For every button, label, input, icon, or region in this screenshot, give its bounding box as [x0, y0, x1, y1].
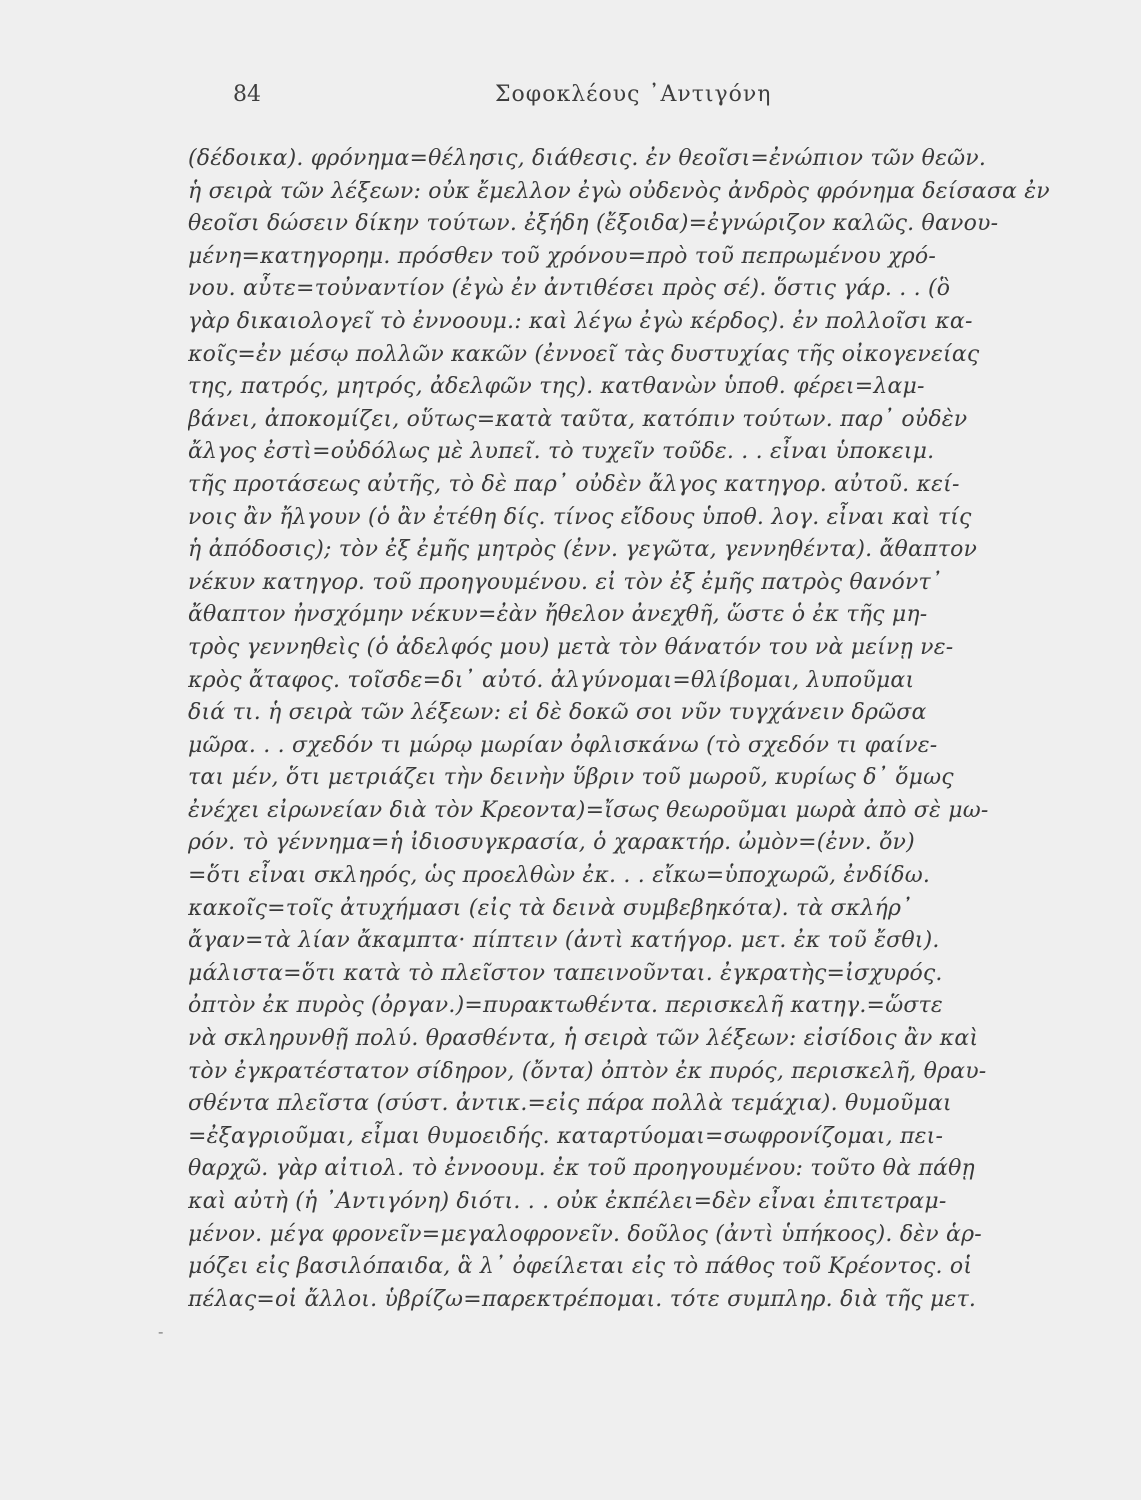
- text-line: ἄλγος ἐστὶ=οὐδόλως μὲ λυπεῖ. τὸ τυχεῖν τοῦδε. . . εἶναι ὑποκειμ.: [188, 439, 935, 465]
- text-line: σθέντα πλεῖστα (σύστ. ἀντικ.=εἰς πάρα πολλὰ τεμάχια). θυμοῦμαι: [188, 1091, 952, 1117]
- commentary-text: [188, 143, 1103, 1316]
- text-line: της, πατρός, μητρός, ἀδελφῶν της). κατθανὼν ὑποθ. φέρει=λαμ-: [188, 374, 925, 400]
- margin-mark: -: [158, 1322, 164, 1341]
- text-line: διά τι. ἡ σειρὰ τῶν λέξεων: εἰ δὲ δοκῶ σοι νῦν τυγχάνειν δρῶσα: [188, 700, 927, 726]
- text-line: μένον. μέγα φρονεῖν=μεγαλοφρονεῖν. δοῦλος (ἀντὶ ὑπήκοος). δὲν ἁρ-: [188, 1221, 982, 1247]
- text-line: γὰρ δικαιολογεῖ τὸ ἐννοουμ.: καὶ λέγω ἐγὼ κέρδος). ἐν πολλοῖσι κα-: [188, 308, 973, 334]
- text-line: κοῖς=ἐν μέσῳ πολλῶν κακῶν (ἐννοεῖ τὰς δυστυχίας τῆς οἰκογενείας: [188, 341, 980, 367]
- text-line: μόζει εἰς βασιλόπαιδα, ἃ λ᾿ ὀφείλεται εἰς τὸ πάθος τοῦ Κρέοντος. οἱ: [188, 1254, 973, 1280]
- text-line: ὀπτὸν ἐκ πυρὸς (ὀργαν.)=πυρακτωθέντα. περισκελῆ κατηγ.=ὥστε: [188, 993, 943, 1019]
- text-line: ται μέν, ὅτι μετριάζει τὴν δεινὴν ὕβριν τοῦ μωροῦ, κυρίως δ᾿ ὅμως: [188, 765, 954, 791]
- text-line: νοις ἂν ἤλγουν (ὁ ἂν ἐτέθη δίς. τίνος εἴδους ὑποθ. λογ. εἶναι καὶ τίς: [188, 504, 972, 530]
- text-line: θαρχῶ. γὰρ αἰτιολ. τὸ ἐννοουμ. ἐκ τοῦ προηγουμένου: τοῦτο θὰ πάθῃ: [188, 1156, 975, 1182]
- text-line: βάνει, ἀποκομίζει, οὕτως=κατὰ ταῦτα, κατόπιν τούτων. παρ᾿ οὐδὲν: [188, 406, 968, 432]
- running-title: Σοφοκλέους ᾿Αντιγόνη: [495, 82, 772, 107]
- page-number: 84: [233, 82, 261, 107]
- text-line: ἡ ἀπόδοσις); τὸν ἐξ ἐμῆς μητρὸς (ἐνν. γεγῶτα, γεννηθέντα). ἄθαπτον: [188, 537, 978, 563]
- text-line: ἄθαπτον ἠνσχόμην νέκυν=ἐὰν ἤθελον ἀνεχθῆ, ὥστε ὁ ἐκ τῆς μη-: [188, 602, 928, 628]
- text-line: ἄγαν=τὰ λίαν ἄκαμπτα· πίπτειν (ἀντὶ κατήγορ. μετ. ἐκ τοῦ ἔσθι).: [188, 928, 940, 954]
- text-line: τὸν ἐγκρατέστατον σίδηρον, (ὄντα) ὀπτὸν ἐκ πυρός, περισκελῆ, θραυ-: [188, 1058, 987, 1084]
- text-line: (δέδοικα). φρόνημα=θέλησις, διάθεσις. ἐν θεοῖσι=ἐνώπιον τῶν θεῶν.: [188, 146, 987, 171]
- page-header: [0, 82, 1141, 122]
- text-line: μάλιστα=ὅτι κατὰ τὸ πλεῖστον ταπεινοῦνται. ἐγκρατὴς=ἰσχυρός.: [188, 960, 943, 986]
- text-line: νὰ σκληρυνθῇ πολύ. θρασθέντα, ἡ σειρὰ τῶν λέξεων: εἰσίδοις ἂν καὶ: [188, 1026, 979, 1052]
- text-line: τῆς προτάσεως αὐτῆς, τὸ δὲ παρ᾿ οὐδὲν ἄλγος κατηγορ. αὐτοῦ. κεί-: [188, 471, 960, 497]
- text-line: ἐνέχει εἰρωνείαν διὰ τὸν Κρεοντα)=ἴσως θεωροῦμαι μωρὰ ἀπὸ σὲ μω-: [188, 797, 989, 823]
- text-line: κρὸς ἄταφος. τοῖσδε=δι᾿ αὐτό. ἀλγύνομαι=θλίβομαι, λυποῦμαι: [188, 667, 915, 693]
- text-line: κακοῖς=τοῖς ἀτυχήμασι (εἰς τὰ δεινὰ συμβεβηκότα). τὰ σκλήρ᾿: [188, 895, 913, 921]
- text-line: μένη=κατηγορημ. πρόσθεν τοῦ χρόνου=πρὸ τοῦ πεπρωμένου χρό-: [188, 243, 936, 269]
- text-line: τρὸς γεννηθεὶς (ὁ ἀδελφός μου) μετὰ τὸν θάνατόν του νὰ μείνῃ νε-: [188, 634, 954, 660]
- text-line: νου. αὖτε=τοὐναντίον (ἐγὼ ἐν ἀντιθέσει πρὸς σέ). ὅστις γάρ. . . (ὃ: [188, 276, 951, 302]
- text-line: καὶ αὐτὴ (ἡ ᾿Αντιγόνη) διότι. . . οὐκ ἐκπέλει=δὲν εἶναι ἐπιτετραμ-: [188, 1189, 947, 1214]
- text-line: νέκυν κατηγορ. τοῦ προηγουμένου. εἰ τὸν ἐξ ἐμῆς πατρὸς θανόντ᾿: [188, 569, 943, 595]
- text-line: ἡ σειρὰ τῶν λέξεων: οὐκ ἔμελλον ἐγὼ οὐδενὸς ἀνδρὸς φρόνημα δείσασα ἐν: [188, 178, 1050, 204]
- text-line: πέλας=οἱ ἄλλοι. ὑβρίζω=παρεκτρέπομαι. τότε συμπληρ. διὰ τῆς μετ.: [188, 1286, 977, 1312]
- text-line: =ἐξαγριοῦμαι, εἶμαι θυμοειδής. καταρτύομαι=σωφρονίζομαι, πει-: [188, 1123, 944, 1149]
- text-line: ρόν. τὸ γέννημα=ἡ ἰδιοσυγκρασία, ὁ χαρακτήρ. ὠμὸν=(ἐνν. ὄν): [188, 830, 915, 856]
- text-line: θεοῖσι δώσειν δίκην τούτων. ἐξήδη (ἔξοιδα)=ἐγνώριζον καλῶς. θανου-: [188, 211, 999, 237]
- text-line: μῶρα. . . σχεδόν τι μώρῳ μωρίαν ὀφλισκάνω (τὸ σχεδόν τι φαίνε-: [188, 732, 938, 758]
- text-line: =ὅτι εἶναι σκληρός, ὡς προελθὼν ἐκ. . . εἴκω=ὑποχωρῶ, ἐνδίδω.: [188, 863, 931, 889]
